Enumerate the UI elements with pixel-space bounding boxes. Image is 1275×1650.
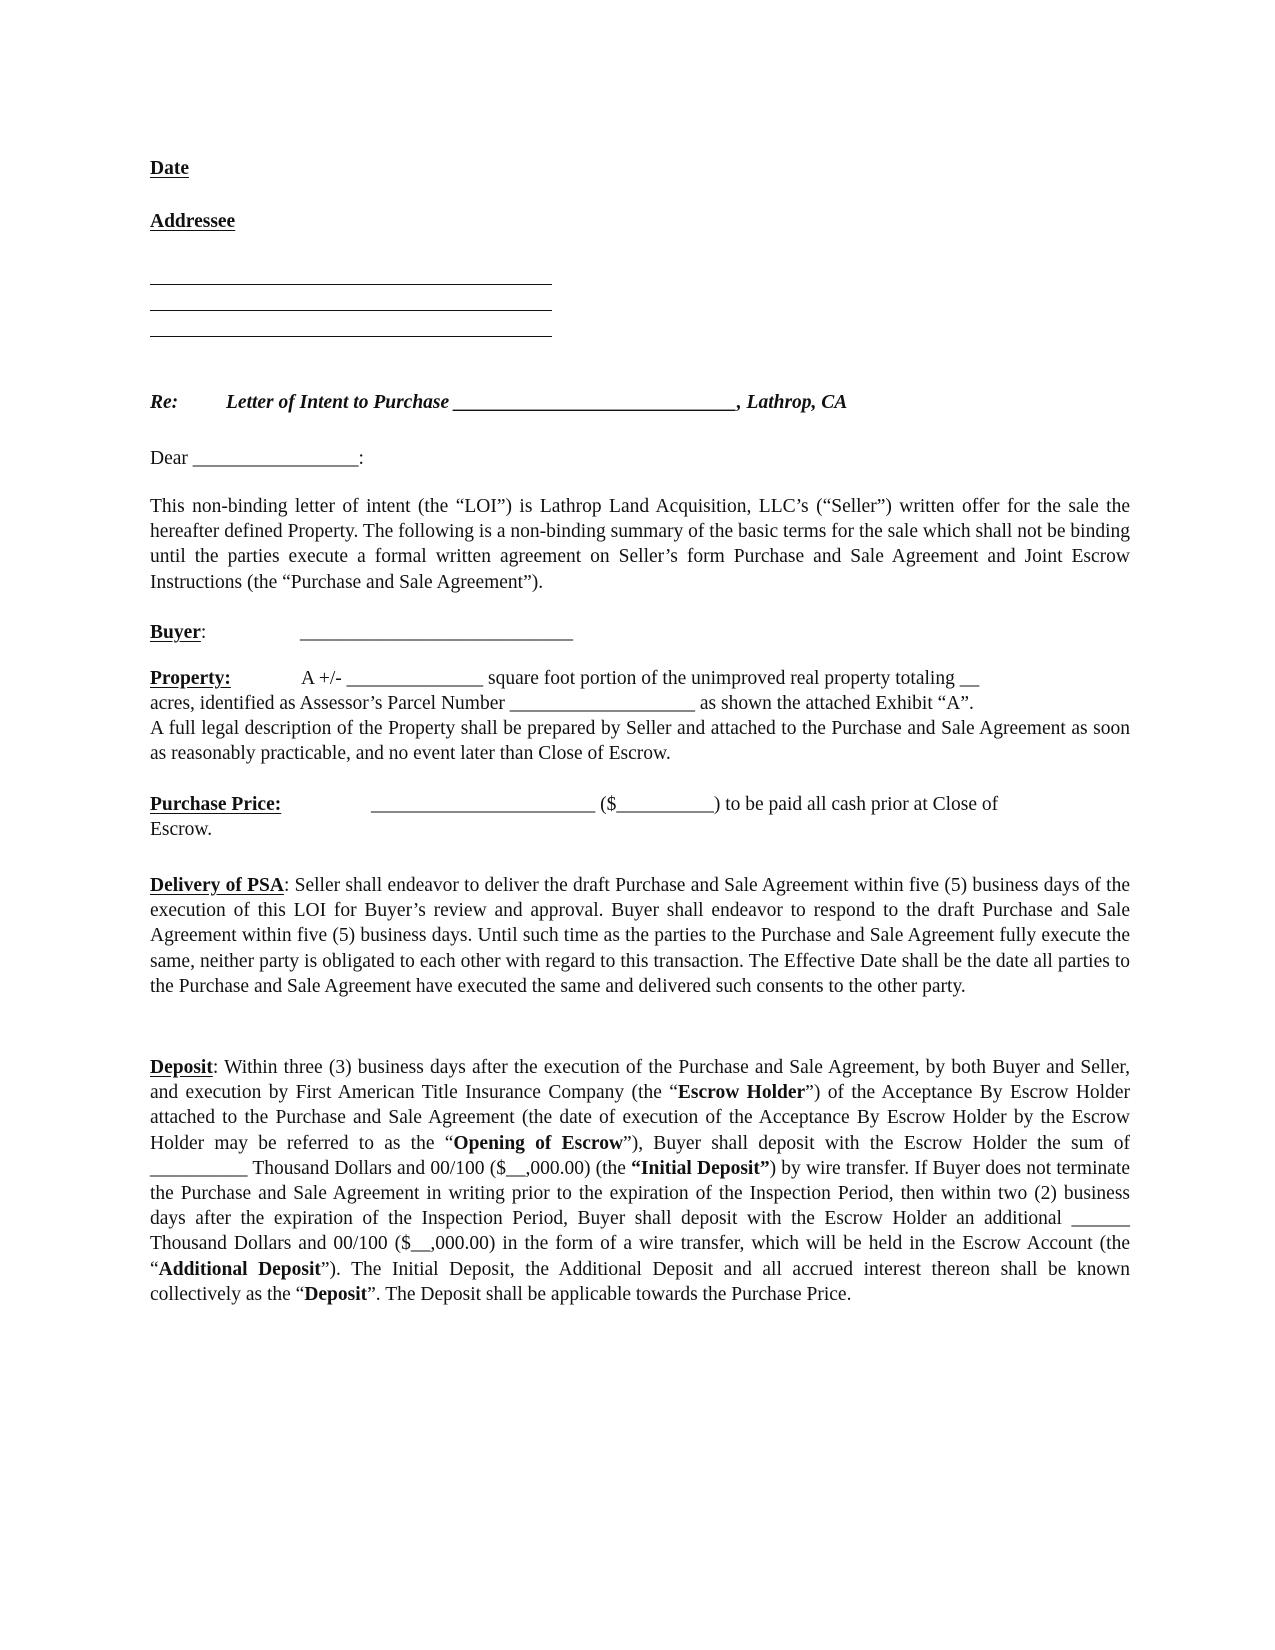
property-label: Property: [150, 668, 231, 689]
escrow-holder-term: Escrow Holder [677, 1082, 806, 1104]
psa-paragraph [150, 873, 1130, 999]
buyer-row [150, 620, 1130, 645]
property-row-1 [150, 666, 1130, 691]
property-line-2: acres, identified as Assessor’s Parcel Number ___________________ as shown the attached Exhibit “A”. [150, 693, 974, 714]
additional-deposit-term: Additional Deposit [158, 1258, 321, 1280]
address-line-2 [150, 310, 552, 311]
deposit-text-1: : Within three (3) business days after the execution of the Purchase and Sale Agreement, by both Buyer and Seller, and execution by First American Title Insurance Company (the “ [150, 1057, 1130, 1104]
buyer-label: Buyer [150, 622, 201, 643]
initial-deposit-term: “Initial Deposit” [631, 1157, 770, 1179]
property-line-1: A +/- ______________ square foot portion of the unimproved real property totaling __ [301, 668, 980, 689]
re-label: Re: [150, 392, 179, 413]
deposit-text-2: ”) of the Acceptance By Escrow Holder attached to the Purchase and Sale Agreement (the date of execution of the Acceptance By Escrow Holder by the Escrow Holder may be referred to as the “ [150, 1082, 1130, 1154]
date-label: Date [150, 158, 189, 179]
deposit-text-3: ”), Buyer shall deposit with the Escrow Holder the sum of __________ Thousand Dollars and 00/100 ($__,000.00) (the [150, 1132, 1130, 1179]
address-line-1 [150, 284, 552, 285]
buyer-colon: : [200, 622, 207, 643]
purchase-price-line-2: Escrow. [150, 819, 213, 840]
purchase-price-line-1: _______________________ ($__________) to be paid all cash prior at Close of [371, 794, 999, 815]
psa-label: Delivery of PSA [150, 875, 284, 896]
purchase-price-row [150, 792, 1130, 817]
intro-paragraph: This non-binding letter of intent (the “LOI”) is Lathrop Land Acquisition, LLC’s (“Seller”) written offer for the sale the hereafter defined Property. The following is a non-binding summary of the basic terms for the sale which shall not be binding until the parties execute a formal written agreement on Seller’s form Purchase and Sale Agreement and Joint Escrow Instructions (the “Purchase and Sale Agreement”). [150, 496, 1130, 593]
psa-text: : Seller shall endeavor to deliver the draft Purchase and Sale Agreement within five (5) business days of the execution of this LOI for Buyer’s review and approval. Buyer shall endeavor to respond to the draft Purchase and Sale Agreement within five (5) business days. Until such time as the parties to the Purchase and Sale Agreement fully execute the same, neither party is obligated to each other with regard to this transaction. The Effective Date shall be the date all parties to the Purchase and Sale Agreement have executed the same and delivered such consents to the other party. [150, 875, 1131, 997]
deposit-text-5: ”). The Initial Deposit, the Additional Deposit and all accrued interest thereon shall be known collectively as the “ [150, 1258, 1130, 1305]
opening-of-escrow-term: Opening of Escrow [453, 1132, 624, 1154]
addressee-label: Addressee [150, 211, 236, 232]
re-subject: Letter of Intent to Purchase _____________________________, Lathrop, CA [226, 392, 848, 413]
re-line [150, 390, 1130, 415]
deposit-text-4: ) by wire transfer. If Buyer does not terminate the Purchase and Sale Agreement in writing prior to the expiration of the Inspection Period, then within two (2) business days after the expiration of the Inspection Period, Buyer shall deposit with the Escrow Holder an additional ______ Thousand Dollars and 00/100 ($__,000.00) in the form of a wire transfer, which will be held in the Escrow Account (the “ [150, 1157, 1130, 1280]
address-line-3 [150, 336, 552, 337]
buyer-blank: ____________________________ [300, 622, 573, 643]
purchase-price-label: Purchase Price: [150, 794, 282, 815]
deposit-text-6: ”. The Deposit shall be applicable towards the Purchase Price. [367, 1283, 852, 1305]
salutation: Dear _________________: [150, 448, 364, 469]
deposit-label: Deposit [150, 1057, 213, 1078]
deposit-paragraph [150, 1055, 1130, 1307]
deposit-term: Deposit [304, 1283, 368, 1305]
property-rest: A full legal description of the Property shall be prepared by Seller and attached to the Purchase and Sale Agreement as soon as reasonably practicable, and no event later than Close of Escrow. [150, 718, 1130, 765]
